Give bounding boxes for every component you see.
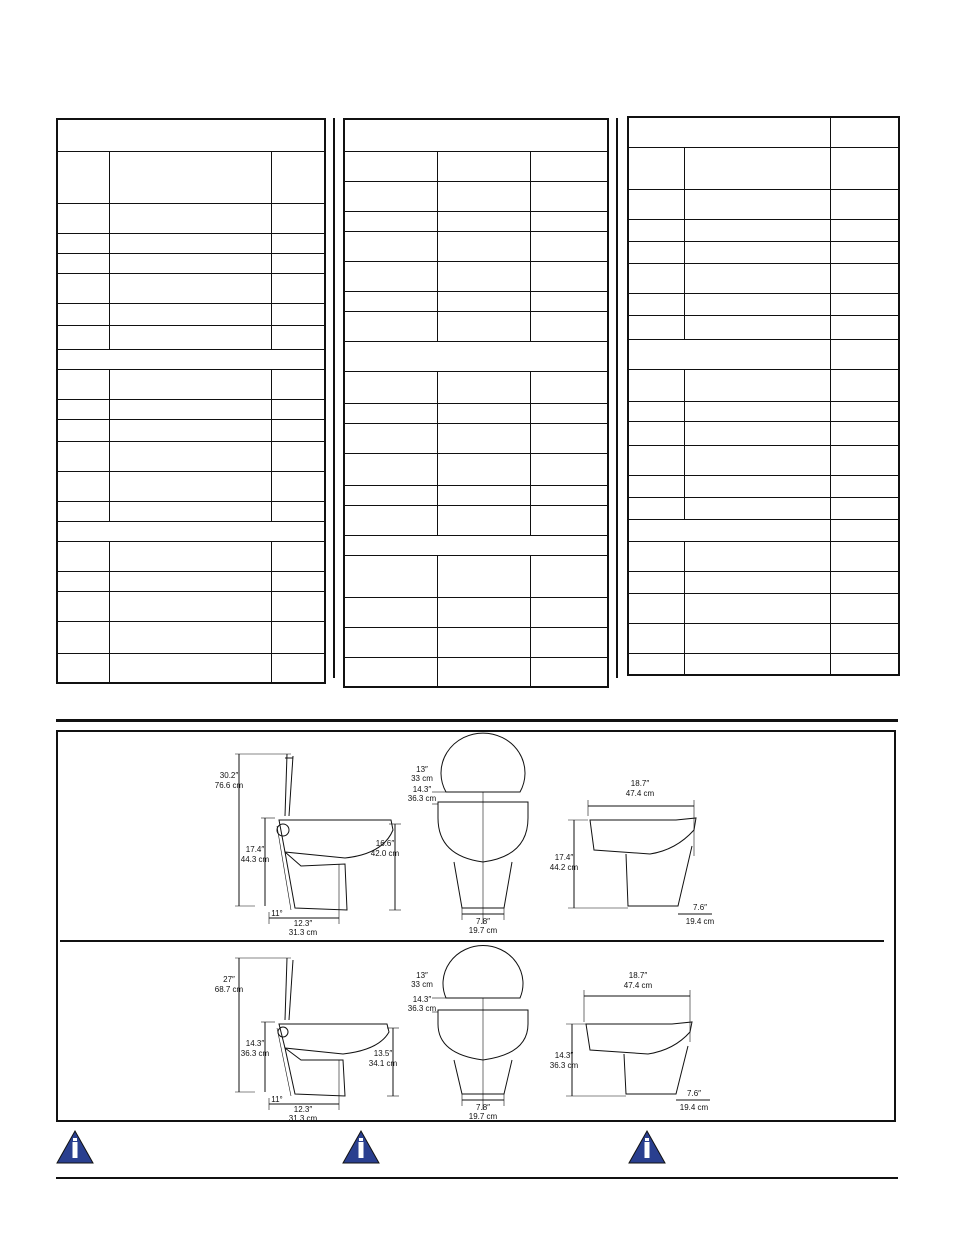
table-cell [57, 303, 109, 325]
table-cell [109, 303, 271, 325]
table-cell [109, 471, 271, 501]
table-cell [437, 231, 530, 261]
dim-base-width: 7.8″ [476, 917, 490, 926]
table-cell [57, 501, 109, 521]
table-cell [628, 241, 684, 263]
table-cell [830, 623, 899, 653]
dim-total-height: 30.2″ [219, 771, 239, 780]
table-cell [57, 325, 109, 349]
diagram-divider [60, 940, 884, 942]
spec-table-3 [627, 116, 900, 676]
dim-offset: 7.6″ [693, 903, 707, 912]
dim-seat-height: 14.3″ [245, 1039, 265, 1048]
dim-width-a: 13″ [416, 971, 428, 980]
warning-triangle-icon [342, 1130, 380, 1164]
section-divider [56, 719, 898, 722]
table-cell [628, 369, 684, 401]
dim-rim-height: 13.5″ [373, 1049, 393, 1058]
table-cell [271, 571, 325, 591]
dim-rim-height-cm: 34.1 cm [368, 1059, 398, 1068]
dim-height: 14.3″ [554, 1051, 574, 1060]
table-cell [530, 423, 608, 453]
table-cell [344, 453, 437, 485]
table-cell [109, 571, 271, 591]
dim-width-a-cm: 33 cm [411, 980, 433, 989]
dim-angle: 11° [271, 909, 283, 918]
toilet-base [285, 1048, 345, 1096]
table-cell [271, 501, 325, 521]
table-cell [530, 371, 608, 403]
dim-length-cm: 47.4 cm [625, 789, 655, 798]
table-cell [437, 423, 530, 453]
table-cell [344, 597, 437, 627]
table-cell [684, 445, 830, 475]
table-cell [57, 471, 109, 501]
table-cell [109, 501, 271, 521]
table-cell [344, 261, 437, 291]
dim-total-height: 27″ [223, 975, 235, 984]
table-cell [437, 261, 530, 291]
table-section-header [628, 339, 830, 369]
table-cell [271, 273, 325, 303]
table-cell [628, 147, 684, 189]
table-cell [628, 497, 684, 519]
table-cell [830, 147, 899, 189]
toilet-body [590, 818, 696, 854]
table-cell [344, 423, 437, 453]
table-cell [344, 291, 437, 311]
table-cell [628, 189, 684, 219]
dim-rim-height: 16.6″ [375, 839, 395, 848]
table-cell [684, 541, 830, 571]
table-cell [344, 211, 437, 231]
table-cell [437, 597, 530, 627]
dim-rim-height-cm: 42.0 cm [370, 849, 400, 858]
table-cell [530, 403, 608, 423]
warning-triangle-icon [56, 1130, 94, 1164]
table-cell [57, 621, 109, 653]
table-cell [344, 505, 437, 535]
table-cell [271, 591, 325, 621]
front-view-diagram [398, 746, 538, 936]
dim-height: 17.4″ [554, 853, 574, 862]
table-cell [530, 597, 608, 627]
table-cell [628, 315, 684, 339]
table-cell [684, 263, 830, 293]
table-cell [530, 627, 608, 657]
spec-table-1 [56, 118, 326, 684]
table-cell [344, 627, 437, 657]
dim-width-b: 14.3″ [412, 995, 432, 1004]
table-header [57, 119, 325, 151]
table-cell [271, 471, 325, 501]
side-view-diagram [213, 746, 413, 936]
table-cell [344, 403, 437, 423]
table-cell [109, 621, 271, 653]
table-cell [684, 497, 830, 519]
table-cell [109, 419, 271, 441]
table-cell [437, 657, 530, 687]
table-cell [628, 445, 684, 475]
table-cell [271, 151, 325, 203]
warning-triangle-icon [628, 1130, 666, 1164]
table-cell [271, 253, 325, 273]
table-cell [830, 241, 899, 263]
table-cell [57, 571, 109, 591]
table-cell [684, 147, 830, 189]
toilet-base [626, 846, 692, 906]
table-cell [830, 571, 899, 593]
table-cell [437, 403, 530, 423]
table-cell [830, 293, 899, 315]
column-divider [333, 118, 335, 678]
dimension-diagram-panel [56, 730, 896, 1122]
table-cell [830, 519, 899, 541]
table-cell [628, 593, 684, 623]
table-cell [628, 623, 684, 653]
table-cell [684, 315, 830, 339]
dim-depth-cm: 31.3 cm [288, 928, 318, 937]
table-cell [628, 653, 684, 675]
table-cell [530, 555, 608, 597]
table-cell [530, 453, 608, 485]
table-cell [628, 293, 684, 315]
table-cell [684, 241, 830, 263]
table-cell [437, 485, 530, 505]
toilet-body [279, 1024, 389, 1054]
dim-base-width: 7.8″ [476, 1103, 490, 1112]
dim-total-height-cm: 76.6 cm [214, 781, 244, 790]
table-cell [437, 311, 530, 341]
table-cell [830, 593, 899, 623]
table-cell [109, 541, 271, 571]
side-view-diagram [213, 950, 413, 1122]
table-cell [830, 445, 899, 475]
table-cell [344, 231, 437, 261]
dim-offset-cm: 19.4 cm [679, 1103, 709, 1112]
dim-depth: 12.3″ [293, 919, 313, 928]
table-cell [628, 263, 684, 293]
table-cell [109, 203, 271, 233]
dim-angle: 11° [271, 1095, 283, 1104]
table-cell [344, 485, 437, 505]
rear-side-view-diagram [549, 950, 714, 1122]
table-cell [530, 231, 608, 261]
table-cell [530, 181, 608, 211]
table-cell [344, 657, 437, 687]
footer-rule [56, 1177, 898, 1179]
table-cell [57, 541, 109, 571]
table-cell [530, 485, 608, 505]
table-cell [628, 541, 684, 571]
table-cell [57, 151, 109, 203]
table-cell [628, 421, 684, 445]
table-header [830, 117, 899, 147]
dim-seat-height-cm: 44.3 cm [240, 855, 270, 864]
dim-length: 18.7″ [630, 779, 650, 788]
table-cell [109, 325, 271, 349]
dim-base-width-cm: 19.7 cm [468, 926, 498, 935]
table-cell [344, 311, 437, 341]
table-cell [628, 401, 684, 421]
table-cell [830, 653, 899, 675]
table-cell [271, 369, 325, 399]
table-cell [109, 591, 271, 621]
table-cell [437, 291, 530, 311]
table-cell [684, 401, 830, 421]
table-cell [57, 399, 109, 419]
dim-depth: 12.3″ [293, 1105, 313, 1114]
table-cell [109, 273, 271, 303]
table-section-header [344, 535, 608, 555]
table-cell [830, 421, 899, 445]
table-cell [57, 419, 109, 441]
table-section-header [57, 349, 325, 369]
table-cell [684, 293, 830, 315]
dim-width-b: 14.3″ [412, 785, 432, 794]
table-cell [109, 253, 271, 273]
toilet-base [285, 852, 347, 910]
table-cell [271, 441, 325, 471]
table-cell [628, 219, 684, 241]
table-cell [530, 151, 608, 181]
table-cell [437, 211, 530, 231]
table-cell [271, 325, 325, 349]
table-cell [57, 233, 109, 253]
table-cell [530, 657, 608, 687]
table-section-header [57, 521, 325, 541]
table-cell [684, 475, 830, 497]
dim-height-cm: 44.2 cm [549, 863, 579, 872]
table-cell [109, 399, 271, 419]
toilet-lid [443, 946, 523, 998]
dim-seat-height: 17.4″ [245, 845, 265, 854]
dim-width-b-cm: 36.3 cm [407, 1004, 437, 1013]
table-cell [830, 263, 899, 293]
rear-side-view-diagram [549, 746, 715, 936]
table-cell [109, 233, 271, 253]
table-cell [57, 253, 109, 273]
table-cell [684, 369, 830, 401]
table-cell [271, 399, 325, 419]
table-cell [684, 653, 830, 675]
front-view-diagram [398, 950, 538, 1122]
table-cell [830, 339, 899, 369]
table-section-header [344, 341, 608, 371]
table-cell [344, 371, 437, 403]
table-cell [271, 203, 325, 233]
table-cell [437, 181, 530, 211]
table-cell [530, 505, 608, 535]
toilet-lid [441, 733, 525, 792]
table-cell [57, 369, 109, 399]
spec-table-2 [343, 118, 609, 688]
table-header [344, 119, 608, 151]
table-cell [628, 571, 684, 593]
table-cell [57, 441, 109, 471]
table-cell [684, 219, 830, 241]
table-section-header [628, 519, 830, 541]
table-cell [271, 653, 325, 683]
dim-height-cm: 36.3 cm [549, 1061, 579, 1070]
table-header [628, 117, 830, 147]
table-cell [271, 303, 325, 325]
table-cell [530, 311, 608, 341]
table-cell [437, 627, 530, 657]
table-cell [684, 571, 830, 593]
table-cell [830, 401, 899, 421]
table-cell [684, 593, 830, 623]
table-cell [437, 555, 530, 597]
table-cell [437, 151, 530, 181]
dim-width-b-cm: 36.3 cm [407, 794, 437, 803]
dim-length: 18.7″ [628, 971, 648, 980]
table-cell [437, 371, 530, 403]
dim-depth-cm: 31.3 cm [288, 1114, 318, 1123]
table-cell [344, 555, 437, 597]
table-cell [437, 453, 530, 485]
table-cell [57, 591, 109, 621]
table-cell [57, 653, 109, 683]
dim-width-a: 13″ [416, 765, 428, 774]
table-cell [628, 475, 684, 497]
table-cell [271, 541, 325, 571]
table-cell [684, 189, 830, 219]
dim-length-cm: 47.4 cm [623, 981, 653, 990]
table-cell [684, 623, 830, 653]
table-cell [109, 441, 271, 471]
dim-base-width-cm: 19.7 cm [468, 1112, 498, 1121]
table-cell [830, 497, 899, 519]
table-cell [684, 421, 830, 445]
table-cell [271, 419, 325, 441]
table-cell [830, 219, 899, 241]
table-cell [344, 151, 437, 181]
column-divider [616, 118, 618, 678]
dim-offset-cm: 19.4 cm [685, 917, 715, 926]
table-cell [109, 369, 271, 399]
toilet-body [586, 1022, 692, 1054]
dim-width-a-cm: 33 cm [411, 774, 433, 783]
table-cell [830, 189, 899, 219]
table-cell [530, 211, 608, 231]
table-cell [271, 233, 325, 253]
dim-seat-height-cm: 36.3 cm [240, 1049, 270, 1058]
table-cell [830, 541, 899, 571]
table-cell [109, 151, 271, 203]
table-cell [437, 505, 530, 535]
table-cell [271, 621, 325, 653]
table-cell [109, 653, 271, 683]
table-cell [830, 475, 899, 497]
dim-offset: 7.6″ [687, 1089, 701, 1098]
table-cell [344, 181, 437, 211]
dim-total-height-cm: 68.7 cm [214, 985, 244, 994]
table-cell [530, 261, 608, 291]
table-cell [57, 273, 109, 303]
table-cell [57, 203, 109, 233]
table-cell [830, 315, 899, 339]
table-cell [830, 369, 899, 401]
table-cell [530, 291, 608, 311]
